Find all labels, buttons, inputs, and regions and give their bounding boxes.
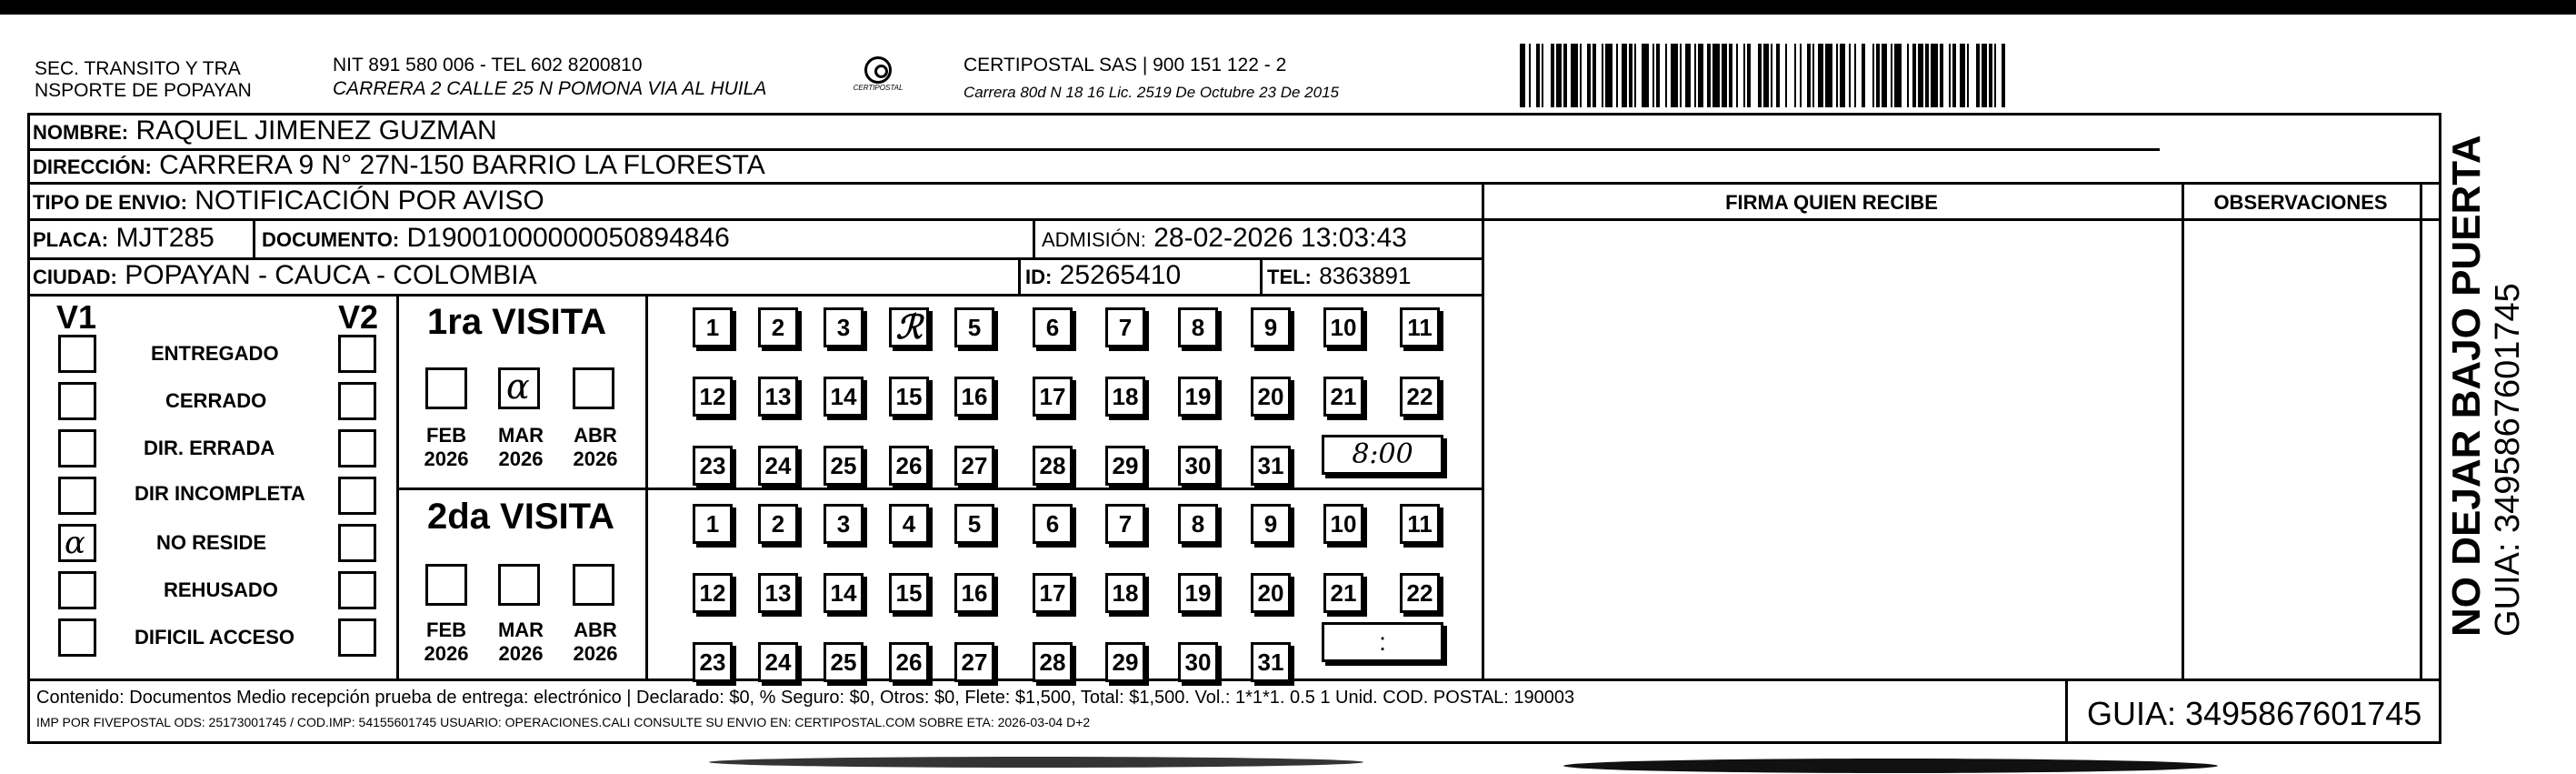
- visit2-day-number: 1: [705, 510, 720, 538]
- visit1-month-abr-checkbox[interactable]: [573, 367, 614, 409]
- footer-imp-line: IMP POR FIVEPOSTAL ODS: 25173001745 / COD.IMP: 54155601745 USUARIO: OPERACIONES.CALI CONSULTE SU ENVIO EN: CERTIPOSTAL.COM SOBRE ETA: 2026-03-04 D+2: [36, 715, 1091, 729]
- visit2-day-box[interactable]: [1178, 504, 1218, 544]
- visit2-day-number: 31: [1257, 648, 1284, 676]
- visit1-day-box[interactable]: [1178, 377, 1218, 417]
- visit2-time-placeholder: :: [1379, 628, 1386, 656]
- visit1-month-mar-checkbox[interactable]: [498, 367, 540, 409]
- logo-text: CERTIPOSTAL: [853, 84, 904, 92]
- visit1-day-box[interactable]: [889, 446, 929, 486]
- visit2-day-box[interactable]: [824, 504, 864, 544]
- visit1-day-box[interactable]: [1105, 446, 1145, 486]
- sender-nit-tel: NIT 891 580 006 - TEL 602 8200810: [333, 55, 643, 75]
- visit1-time-value: 8:00: [1352, 438, 1413, 470]
- visit1-day-box[interactable]: [824, 307, 864, 347]
- visit1-day-number: 10: [1330, 314, 1357, 341]
- barcode: [1520, 44, 2265, 107]
- visit1-day-box[interactable]: [1251, 307, 1291, 347]
- visit1-day-box[interactable]: [889, 377, 929, 417]
- footer-guia: GUIA: 3495867601745: [2087, 695, 2422, 732]
- visit1-day-box[interactable]: [1400, 307, 1440, 347]
- visit1-day-number: 24: [764, 452, 792, 479]
- visit1-day-box[interactable]: [758, 307, 798, 347]
- visit2-day-number: 29: [1112, 648, 1139, 676]
- visit2-day-number: 5: [967, 510, 982, 538]
- v2-checkbox-no-reside[interactable]: [338, 524, 376, 562]
- visit1-day-box[interactable]: [1251, 446, 1291, 486]
- visit1-day-number: 31: [1257, 452, 1284, 479]
- ciudad-label: CIUDAD:: [33, 266, 117, 288]
- v2-label: V2: [338, 298, 379, 336]
- visit1-day-number: 9: [1263, 314, 1278, 341]
- admision-label: ADMISIÓN:: [1042, 228, 1146, 251]
- visit1-day-box[interactable]: [693, 446, 733, 486]
- v1-checkbox-no-reside[interactable]: [58, 524, 96, 562]
- visit2-day-number: 4: [902, 510, 916, 538]
- visit2-day-number: 15: [895, 579, 923, 607]
- visit1-day-number: 1: [705, 314, 720, 341]
- visit2-day-box[interactable]: [1033, 504, 1073, 544]
- visit1-day-number: 3: [836, 314, 851, 341]
- visit1-month-abr: ABR 2026: [573, 424, 618, 470]
- visit1-day-number: 23: [699, 452, 726, 479]
- visit2-day-number: 9: [1263, 510, 1278, 538]
- visit1-day-box[interactable]: [1178, 446, 1218, 486]
- sender-line-2: NSPORTE DE POPAYAN: [35, 80, 252, 101]
- visit1-day-box[interactable]: [693, 377, 733, 417]
- visit1-day-number: 15: [895, 383, 923, 410]
- visit2-month-mar-checkbox[interactable]: [498, 564, 540, 606]
- nombre-label: NOMBRE:: [33, 121, 129, 144]
- visit2-day-number: 19: [1184, 579, 1212, 607]
- visit1-day-box[interactable]: [1323, 377, 1363, 417]
- v2-checkbox-cerrado[interactable]: [338, 382, 376, 420]
- certipostal-logo-icon: [842, 56, 914, 104]
- visit2-day-number: 13: [764, 579, 792, 607]
- visit1-day-number: 26: [895, 452, 923, 479]
- visit2-day-box[interactable]: [954, 642, 994, 682]
- visit1-day-box[interactable]: [1105, 307, 1145, 347]
- visit2-day-number: 17: [1039, 579, 1066, 607]
- observaciones-area[interactable]: [2184, 221, 2420, 679]
- visit2-day-box[interactable]: [1251, 573, 1291, 613]
- visit2-day-box[interactable]: [693, 504, 733, 544]
- visit2-day-box[interactable]: [1400, 573, 1440, 613]
- tipo-envio-label: TIPO DE ENVIO:: [33, 191, 187, 214]
- status-dificil-acceso: DIFICIL ACCESO: [135, 626, 295, 648]
- tel-value: 8363891: [1319, 262, 1412, 289]
- tipo-envio-field: [33, 186, 544, 218]
- visit2-day-number: 12: [699, 579, 726, 607]
- visit1-month-mar: MAR 2026: [497, 424, 544, 470]
- placa-field: [33, 223, 215, 256]
- visit2-day-box[interactable]: [693, 642, 733, 682]
- visit1-day-number: 14: [830, 383, 857, 410]
- side-notice: [2445, 91, 2527, 637]
- v1-checkbox-dir-errada[interactable]: [58, 429, 96, 467]
- visit2-month-feb: FEB 2026: [424, 618, 469, 665]
- visit1-day-box[interactable]: [1105, 377, 1145, 417]
- visit2-day-number: 11: [1407, 510, 1433, 538]
- visit1-day-number: 11: [1407, 314, 1433, 341]
- visit1-day-box[interactable]: [1251, 377, 1291, 417]
- status-rehusado: REHUSADO: [164, 578, 278, 601]
- visit1-title: 1ra VISITA: [427, 302, 607, 342]
- visit2-day-number: 22: [1406, 579, 1433, 607]
- visit1-day-number: 27: [961, 452, 988, 479]
- visit1-day-box[interactable]: [758, 377, 798, 417]
- visit1-day-box[interactable]: [758, 446, 798, 486]
- visit2-day-box[interactable]: [693, 573, 733, 613]
- visit2-day-box[interactable]: [1105, 504, 1145, 544]
- visit2-day-number: 25: [830, 648, 857, 676]
- visit2-day-box[interactable]: [954, 504, 994, 544]
- visit2-day-box[interactable]: [758, 642, 798, 682]
- visit1-month-feb-checkbox[interactable]: [425, 367, 467, 409]
- visit1-day-box[interactable]: [954, 446, 994, 486]
- visit1-day-number: 25: [830, 452, 857, 479]
- id-label: ID:: [1025, 266, 1053, 288]
- visit2-month-abr: ABR 2026: [573, 618, 618, 665]
- company-address: Carrera 80d N 18 16 Lic. 2519 De Octubre 23 De 2015: [964, 84, 1339, 101]
- visit2-day-box[interactable]: [889, 504, 929, 544]
- side-notice-text: NO DEJAR BAJO PUERTA: [2444, 135, 2489, 637]
- visit2-day-box[interactable]: [824, 642, 864, 682]
- visit2-day-box[interactable]: [889, 573, 929, 613]
- observaciones-header: OBSERVACIONES: [2213, 191, 2388, 214]
- visit2-day-number: 23: [699, 648, 726, 676]
- documento-value: D19001000000050894846: [406, 223, 730, 253]
- visit2-day-box[interactable]: [1178, 642, 1218, 682]
- visit2-day-box[interactable]: [1105, 642, 1145, 682]
- visit1-day-number: 28: [1039, 452, 1066, 479]
- visit2-day-number: 27: [961, 648, 988, 676]
- visit2-day-number: 30: [1184, 648, 1212, 676]
- id-value: 25265410: [1059, 260, 1182, 290]
- status-entregado: ENTREGADO: [151, 342, 279, 365]
- status-no-reside: NO RESIDE: [156, 531, 267, 554]
- tel-field: [1267, 260, 1411, 293]
- visit2-day-box[interactable]: [758, 504, 798, 544]
- visit2-day-box[interactable]: [1178, 573, 1218, 613]
- visit2-day-number: 7: [1118, 510, 1133, 538]
- visit2-day-number: 10: [1330, 510, 1357, 538]
- visit1-day-box[interactable]: [1323, 307, 1363, 347]
- side-guia-text: GUIA: 3495867601745: [2489, 283, 2527, 637]
- visit1-day-box[interactable]: [889, 307, 929, 347]
- sender-address: CARRERA 2 CALLE 25 N POMONA VIA AL HUILA: [333, 78, 767, 99]
- visit1-day-number: 16: [961, 383, 988, 410]
- visit1-day-number: 18: [1112, 383, 1139, 410]
- visit2-day-box[interactable]: [1323, 573, 1363, 613]
- v1-checkbox-rehusado[interactable]: [58, 571, 96, 609]
- visit2-day-number: 3: [836, 510, 851, 538]
- v1-checkbox-dir-incompleta[interactable]: [58, 477, 96, 515]
- visit1-day-number: 19: [1184, 383, 1212, 410]
- status-cerrado: CERRADO: [165, 389, 267, 412]
- ciudad-field: [33, 260, 537, 293]
- visit2-day-number: 6: [1045, 510, 1060, 538]
- check-mark-icon: ℛ: [895, 308, 923, 347]
- sender-line-1: SEC. TRANSITO Y TRA: [35, 58, 241, 79]
- nombre-field: [33, 116, 497, 148]
- scan-artifact: [709, 757, 1363, 768]
- documento-label: DOCUMENTO:: [262, 228, 400, 251]
- v2-checkbox-dir-errada[interactable]: [338, 429, 376, 467]
- visit2-day-number: 2: [771, 510, 785, 538]
- visit1-day-box[interactable]: [954, 307, 994, 347]
- visit2-month-abr-checkbox[interactable]: [573, 564, 614, 606]
- ciudad-value: POPAYAN - CAUCA - COLOMBIA: [125, 260, 537, 290]
- visit2-day-box[interactable]: [1033, 642, 1073, 682]
- visit1-day-number: 5: [967, 314, 982, 341]
- visit2-day-box[interactable]: [1251, 642, 1291, 682]
- visit2-title: 2da VISITA: [427, 497, 614, 537]
- visit1-day-number: 21: [1330, 383, 1357, 410]
- visit2-day-number: 26: [895, 648, 923, 676]
- visit1-day-box[interactable]: [1033, 377, 1073, 417]
- visit2-day-box[interactable]: [1400, 504, 1440, 544]
- placa-label: PLACA:: [33, 228, 109, 251]
- visit1-day-box[interactable]: [1033, 446, 1073, 486]
- visit2-day-number: 24: [764, 648, 792, 676]
- visit1-day-number: 13: [764, 383, 792, 410]
- visit1-day-number: 22: [1406, 383, 1433, 410]
- visit1-day-box[interactable]: [954, 377, 994, 417]
- visit2-day-box[interactable]: [1323, 504, 1363, 544]
- v2-checkbox-rehusado[interactable]: [338, 571, 376, 609]
- footer-content-line: Contenido: Documentos Medio recepción prueba de entrega: electrónico | Declarado: $0, % Seguro: $0, Otros: $0, Flete: $1,500, Total: $1,500. Vol.: 1*1*1. 0.5 1 Unid. COD. POSTAL: 190003: [36, 688, 1575, 708]
- status-dir-errada: DIR. ERRADA: [144, 437, 275, 459]
- firma-area[interactable]: [1484, 221, 2182, 679]
- visit1-day-box[interactable]: [1178, 307, 1218, 347]
- visit1-day-number: 29: [1112, 452, 1139, 479]
- visit2-day-number: 21: [1330, 579, 1357, 607]
- firma-header: FIRMA QUIEN RECIBE: [1725, 191, 1938, 214]
- v2-checkbox-dir-incompleta[interactable]: [338, 477, 376, 515]
- tel-label: TEL:: [1267, 266, 1312, 288]
- visit2-day-number: 8: [1191, 510, 1205, 538]
- visit1-day-number: 12: [699, 383, 726, 410]
- visit2-day-box[interactable]: [1033, 573, 1073, 613]
- v2-checkbox-dificil-acceso[interactable]: [338, 618, 376, 657]
- direccion-field: [33, 150, 765, 183]
- tipo-envio-value: NOTIFICACIÓN POR AVISO: [195, 186, 544, 216]
- visit1-day-number: 8: [1191, 314, 1205, 341]
- documento-field: [262, 223, 730, 256]
- visit1-day-number: 17: [1039, 383, 1066, 410]
- visit1-time-box[interactable]: [1322, 435, 1443, 475]
- visit2-day-number: 28: [1039, 648, 1066, 676]
- visit1-day-box[interactable]: [1400, 377, 1440, 417]
- v1-label: V1: [56, 298, 97, 336]
- visit2-day-box[interactable]: [758, 573, 798, 613]
- nombre-value: RAQUEL JIMENEZ GUZMAN: [135, 116, 497, 146]
- v1-checkbox-dificil-acceso[interactable]: [58, 618, 96, 657]
- visit2-day-number: 14: [830, 579, 857, 607]
- visit2-month-mar: MAR 2026: [497, 618, 544, 665]
- visit1-day-box[interactable]: [1033, 307, 1073, 347]
- visit2-day-box[interactable]: [1251, 504, 1291, 544]
- visit2-day-number: 16: [961, 579, 988, 607]
- visit1-day-number: 20: [1257, 383, 1284, 410]
- check-mark-icon: ɑ: [65, 525, 85, 561]
- company-name: CERTIPOSTAL SAS | 900 151 122 - 2: [964, 55, 1287, 75]
- scan-artifact: [1563, 759, 2218, 773]
- visit2-day-box[interactable]: [889, 642, 929, 682]
- visit1-day-number: 30: [1184, 452, 1212, 479]
- direccion-value: CARRERA 9 N° 27N-150 BARRIO LA FLORESTA: [159, 150, 765, 180]
- visit2-day-box[interactable]: [954, 573, 994, 613]
- v1-checkbox-cerrado[interactable]: [58, 382, 96, 420]
- placa-value: MJT285: [115, 223, 215, 253]
- visit1-day-box[interactable]: [693, 307, 733, 347]
- admision-field: [1042, 223, 1407, 256]
- direccion-label: DIRECCIÓN:: [33, 156, 152, 178]
- visit1-day-number: 2: [771, 314, 785, 341]
- visit1-month-feb: FEB 2026: [424, 424, 469, 470]
- visit2-day-number: 20: [1257, 579, 1284, 607]
- visit2-day-number: 18: [1112, 579, 1139, 607]
- top-edge-bar: [0, 0, 2576, 15]
- visit1-day-number: 6: [1045, 314, 1060, 341]
- visit1-day-box[interactable]: [824, 446, 864, 486]
- visit2-time-box[interactable]: [1322, 622, 1443, 662]
- v2-checkbox-entregado[interactable]: [338, 335, 376, 373]
- visit2-month-feb-checkbox[interactable]: [425, 564, 467, 606]
- visit2-day-box[interactable]: [1105, 573, 1145, 613]
- visit1-day-number: 7: [1118, 314, 1133, 341]
- v1-checkbox-entregado[interactable]: [58, 335, 96, 373]
- id-field: [1025, 260, 1181, 293]
- admision-value: 28-02-2026 13:03:43: [1153, 223, 1407, 253]
- visit2-day-box[interactable]: [824, 573, 864, 613]
- status-dir-incompleta: DIR INCOMPLETA: [135, 482, 305, 505]
- visit1-day-box[interactable]: [824, 377, 864, 417]
- check-mark-icon: ɑ: [506, 367, 530, 407]
